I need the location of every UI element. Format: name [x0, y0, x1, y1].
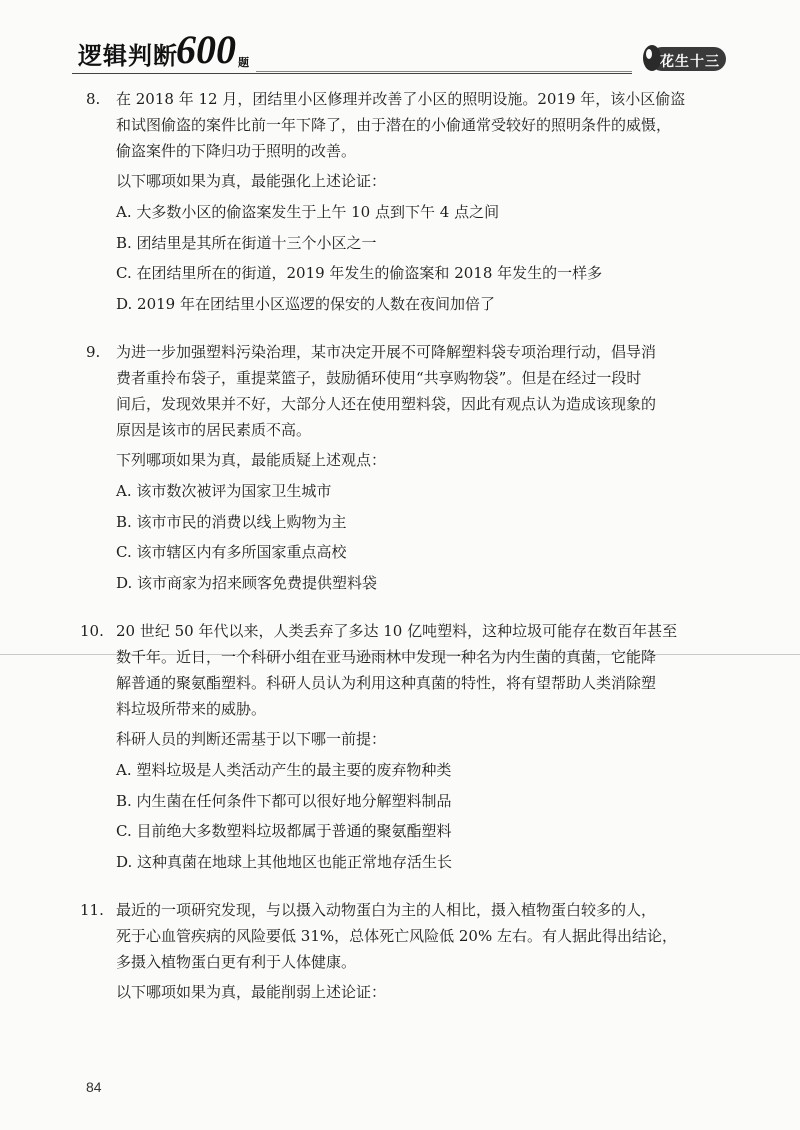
question-text-line: 死于心血管疾病的风险要低 31%，总体死亡风险低 20% 左右。有人据此得出结论，: [116, 927, 677, 945]
question-stem: 以下哪项如果为真，最能强化上述论证：: [116, 172, 387, 190]
question-text-line: 最近的一项研究发现，与以摄入动物蛋白为主的人相比，摄入植物蛋白较多的人，: [116, 901, 657, 919]
brand-name: 花生十三: [660, 54, 720, 70]
question-text-line: 为进一步加强塑料污染治理，某市决定开展不可降解塑料袋专项治理行动，倡导消: [116, 343, 657, 361]
option-c: C. 目前绝大多数塑料垃圾都属于普通的聚氨酯塑料: [116, 822, 452, 840]
option-c: C. 该市辖区内有多所国家重点高校: [116, 543, 347, 561]
question-text-line: 数千年。近日，一个科研小组在亚马逊雨林中发现一种名为内生菌的真菌，它能降: [116, 648, 657, 666]
book-title: 逻辑判断: [78, 42, 178, 70]
question-text-line: 费者重拎布袋子，重提菜篮子，鼓励循环使用“共享购物袋”。但是在经过一段时: [116, 369, 642, 387]
header-rule-inner: [256, 71, 632, 72]
page-header: [0, 0, 800, 80]
question-9: [86, 339, 726, 596]
question-number: 10.: [80, 622, 104, 640]
option-d: D. 这种真菌在地球上其他地区也能正常地存活生长: [116, 852, 453, 871]
option-b: B. 该市市民的消费以线上购物为主: [116, 512, 347, 531]
question-text-line: 在 2018 年 12 月，团结里小区修理并改善了小区的照明设施。2019 年，该小区偷盗: [116, 90, 686, 108]
question-list: [80, 86, 726, 1028]
question-text-line: 原因是该市的居民素质不高。: [116, 421, 312, 439]
question-stem: 科研人员的判断还需基于以下哪一前提：: [116, 730, 387, 748]
question-text-line: 料垃圾所带来的威胁。: [116, 700, 267, 718]
question-10: [80, 618, 726, 875]
option-a: A. 大多数小区的偷盗案发生于上午 10 点到下午 4 点之间: [116, 203, 500, 221]
question-text-line: 解普通的聚氨酯塑料。科研人员认为利用这种真菌的特性，将有望帮助人类消除塑: [116, 674, 657, 692]
question-number: 8.: [86, 90, 101, 108]
question-text-line: 偷盗案件的下降归功于照明的改善。: [116, 142, 357, 160]
option-b: B. 内生菌在任何条件下都可以很好地分解塑料制品: [116, 791, 452, 810]
page-number: 84: [86, 1079, 102, 1095]
option-d: D. 2019 年在团结里小区巡逻的保安的人数在夜间加倍了: [116, 294, 495, 313]
question-text-line: 间后，发现效果并不好，大部分人还在使用塑料袋，因此有观点认为造成该现象的: [116, 395, 657, 413]
question-text-line: 多摄入植物蛋白更有利于人体健康。: [116, 953, 357, 971]
question-text-line: 20 世纪 50 年代以来，人类丢弃了多达 10 亿吨塑料，这种垃圾可能存在数百年甚至: [116, 622, 678, 640]
book-title-suffix: 题: [238, 56, 249, 69]
question-number: 11.: [80, 901, 104, 919]
option-d: D. 该市商家为招来顾客免费提供塑料袋: [116, 573, 378, 592]
question-number: 9.: [86, 343, 101, 361]
question-text-line: 和试图偷盗的案件比前一年下降了，由于潜在的小偷通常受较好的照明条件的威慑，: [116, 116, 672, 134]
question-11: [80, 897, 726, 1006]
header-rule: [72, 73, 632, 74]
option-b: B. 团结里是其所在街道十三个小区之一: [116, 233, 377, 252]
option-a: A. 该市数次被评为国家卫生城市: [116, 482, 332, 500]
question-stem: 以下哪项如果为真，最能削弱上述论证：: [116, 983, 387, 1001]
book-title-number: 600: [176, 27, 236, 72]
question-stem: 下列哪项如果为真，最能质疑上述观点：: [116, 451, 387, 469]
option-a: A. 塑料垃圾是人类活动产生的最主要的废弃物种类: [116, 761, 452, 779]
option-c: C. 在团结里所在的街道，2019 年发生的偷盗案和 2018 年发生的一样多: [116, 264, 603, 282]
question-8: [86, 86, 726, 317]
